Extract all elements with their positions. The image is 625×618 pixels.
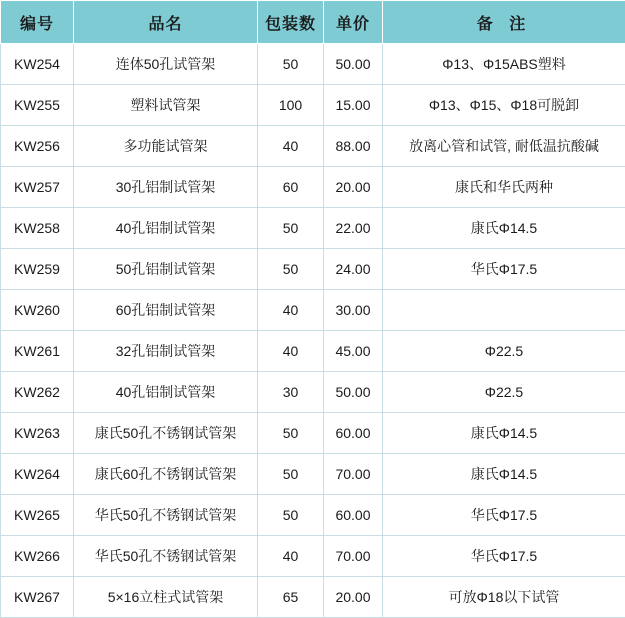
cell-name: 康氏60孔不锈钢试管架 [74,454,258,495]
table-header [1,1,625,44]
cell-price: 24.00 [324,249,383,290]
cell-code: KW257 [1,167,74,208]
cell-note: 康氏Φ14.5 [383,454,625,495]
cell-price: 20.00 [324,167,383,208]
cell-pack: 40 [258,126,324,167]
cell-note: 华氏Φ17.5 [383,495,625,536]
cell-code: KW259 [1,249,74,290]
column-header-code: 编号 [1,1,74,44]
cell-code: KW262 [1,372,74,413]
cell-pack: 100 [258,85,324,126]
cell-price: 60.00 [324,495,383,536]
cell-code: KW258 [1,208,74,249]
cell-pack: 50 [258,495,324,536]
table-row [1,372,625,413]
cell-price: 22.00 [324,208,383,249]
cell-code: KW261 [1,331,74,372]
cell-price: 70.00 [324,454,383,495]
cell-name: 华氏50孔不锈钢试管架 [74,495,258,536]
cell-code: KW260 [1,290,74,331]
cell-note: 放离心管和试管, 耐低温抗酸碱 [383,126,625,167]
cell-pack: 50 [258,454,324,495]
cell-note: 华氏Φ17.5 [383,249,625,290]
cell-price: 45.00 [324,331,383,372]
cell-note: 康氏Φ14.5 [383,413,625,454]
table-row [1,249,625,290]
cell-name: 多功能试管架 [74,126,258,167]
cell-note [383,290,625,331]
cell-note: 可放Φ18以下试管 [383,577,625,618]
cell-name: 50孔铝制试管架 [74,249,258,290]
cell-pack: 30 [258,372,324,413]
table-body [1,44,625,618]
cell-name: 连体50孔试管架 [74,44,258,85]
cell-note: 康氏Φ14.5 [383,208,625,249]
cell-name: 30孔铝制试管架 [74,167,258,208]
cell-code: KW263 [1,413,74,454]
cell-price: 70.00 [324,536,383,577]
table-row [1,126,625,167]
cell-code: KW267 [1,577,74,618]
table-row [1,331,625,372]
column-header-name: 品名 [74,1,258,44]
cell-note: Φ22.5 [383,372,625,413]
column-header-price: 单价 [324,1,383,44]
table-row [1,413,625,454]
table-row [1,44,625,85]
cell-name: 华氏50孔不锈钢试管架 [74,536,258,577]
table-header-row [1,1,625,44]
table-row [1,290,625,331]
cell-note: 康氏和华氏两种 [383,167,625,208]
cell-name: 60孔铝制试管架 [74,290,258,331]
cell-pack: 40 [258,331,324,372]
cell-price: 30.00 [324,290,383,331]
cell-pack: 50 [258,44,324,85]
table-row [1,536,625,577]
cell-price: 20.00 [324,577,383,618]
cell-price: 60.00 [324,413,383,454]
cell-pack: 60 [258,167,324,208]
cell-pack: 40 [258,536,324,577]
cell-name: 5×16立柱式试管架 [74,577,258,618]
table-row [1,577,625,618]
cell-name: 40孔铝制试管架 [74,372,258,413]
cell-price: 88.00 [324,126,383,167]
cell-note: Φ13、Φ15ABS塑料 [383,44,625,85]
cell-code: KW256 [1,126,74,167]
table-row [1,454,625,495]
cell-pack: 50 [258,249,324,290]
cell-pack: 40 [258,290,324,331]
column-header-note: 备 注 [383,1,625,44]
cell-price: 15.00 [324,85,383,126]
cell-name: 塑料试管架 [74,85,258,126]
table-row [1,85,625,126]
cell-name: 康氏50孔不锈钢试管架 [74,413,258,454]
cell-code: KW265 [1,495,74,536]
cell-pack: 50 [258,413,324,454]
table-row [1,208,625,249]
cell-code: KW266 [1,536,74,577]
cell-name: 40孔铝制试管架 [74,208,258,249]
cell-price: 50.00 [324,44,383,85]
cell-code: KW255 [1,85,74,126]
cell-name: 32孔铝制试管架 [74,331,258,372]
table-row [1,167,625,208]
cell-price: 50.00 [324,372,383,413]
column-header-pack: 包装数 [258,1,324,44]
cell-pack: 50 [258,208,324,249]
cell-note: Φ22.5 [383,331,625,372]
cell-pack: 65 [258,577,324,618]
cell-code: KW264 [1,454,74,495]
cell-note: 华氏Φ17.5 [383,536,625,577]
table-row [1,495,625,536]
cell-note: Φ13、Φ15、Φ18可脱卸 [383,85,625,126]
cell-code: KW254 [1,44,74,85]
